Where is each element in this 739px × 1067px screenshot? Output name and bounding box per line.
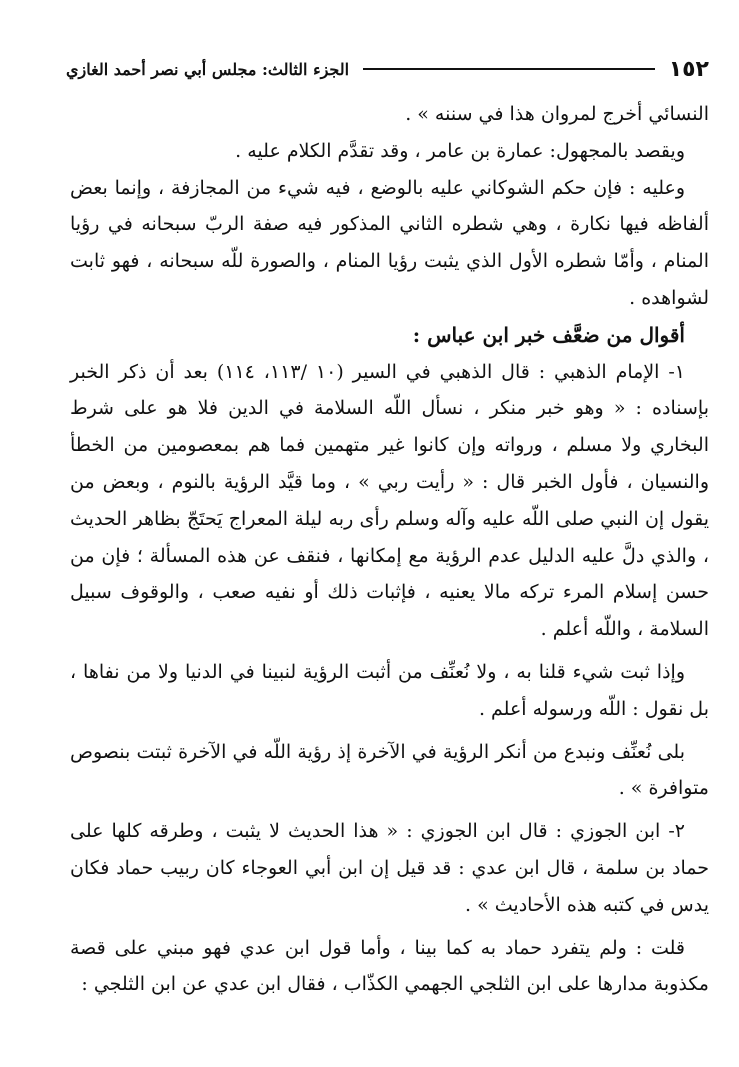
page-number: ١٥٢ (668, 56, 709, 82)
header-rule (363, 68, 655, 70)
section-heading: أقوال من ضعَّف خبر ابن عباس : (412, 322, 685, 347)
paragraph: قلت : ولم يتفرد حماد به كما بينا ، وأما قول ابن عدي فهو مبني على قصة مكذوبة مدارها على ابن الثلجي الجهمي الكذّاب ، فقال ابن عدي عن ابن الثلجي : (70, 936, 709, 996)
page-body (70, 96, 709, 1003)
paragraph: ١- الإمام الذهبي : قال الذهبي في السير (١٠ /١١٣، ١١٤) بعد أن ذكر الخبر بإسناده : « وهو خبر منكر ، نسأل اللّه السلامة في الدين فلا هو على شرط البخاري ولا مسلم ، ورواته وإن كانوا غير متهمين فما هم بمعصومين من الخطأ والنسيان ، فأول الخبر قال : « رأيت ربي » ، وما قيَّد الرؤية بالنوم ، وبعض من يقول إن النبي صلى اللّه عليه وآله وسلم رأى ربه ليلة المعراج يَحتَجّ بظاهر الحديث ، والذي دلَّ عليه الدليل عدم الرؤية مع إمكانها ، فنقف عن هذه المسألة ؛ فإن من حسن إسلام المرء تركه مالا يعنيه ، فإثبات ذلك أو نفيه صعب ، والوقوف سبيل السلامة ، واللّه أعلم . (70, 360, 709, 641)
paragraph: وإذا ثبت شيء قلنا به ، ولا نُعنِّف من أثبت الرؤية لنبينا في الدنيا ولا من نفاها ، بل نقول : اللّه ورسوله أعلم . (70, 660, 709, 720)
paragraph: بلى نُعنِّف ونبدع من أنكر الرؤية في الآخرة إذ رؤية اللّه في الآخرة ثبتت بنصوص متوافرة » . (70, 740, 709, 800)
paragraph: النسائي أخرج لمروان هذا في سننه » . (405, 103, 709, 125)
paragraph: ٢- ابن الجوزي : قال ابن الجوزي : « هذا الحديث لا يثبت ، وطرقه كلها على حماد بن سلمة ، قال ابن عدي : قد قيل إن ابن أبي العوجاء كان ربيب حماد فكان يدس في كتبه هذه الأحاديث » . (70, 820, 709, 916)
running-title: الجزء الثالث: مجلس أبي نصر أحمد الغازي (66, 59, 350, 79)
paragraph: ويقصد بالمجهول: عمارة بن عامر ، وقد تقدَّم الكلام عليه . (235, 139, 685, 162)
page-header (66, 52, 709, 86)
paragraph: وعليه : فإن حكم الشوكاني عليه بالوضع ، فيه شيء من المجازفة ، وإنما بعض ألفاظه فيها نكارة ، وهي شطره الثاني المذكور فيه صفة الربّ سبحانه في رؤيا المنام ، وأمّا شطره الأول الذي يثبت رؤيا المنام ، والصورة للّه سبحانه ، فهو ثابت لشواهده . (70, 176, 709, 309)
